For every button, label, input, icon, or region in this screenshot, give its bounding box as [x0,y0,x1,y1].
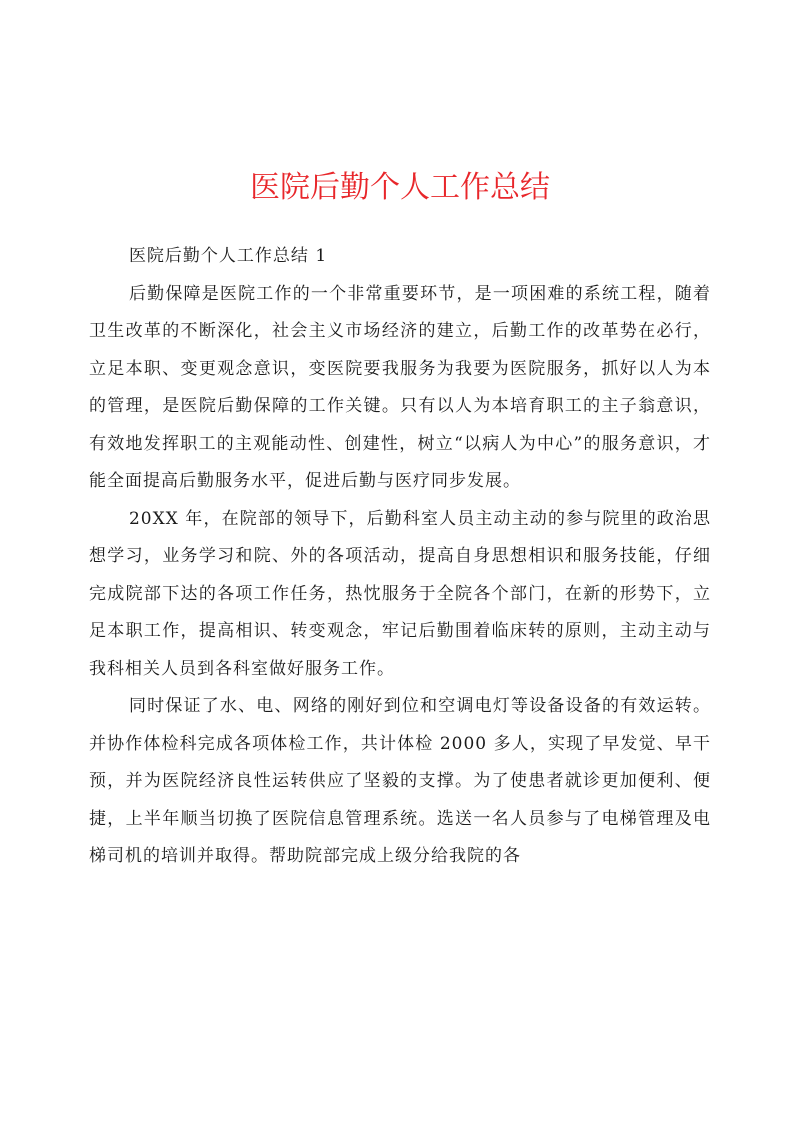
paragraph-1: 后勤保障是医院工作的一个非常重要环节，是一项困难的系统工程，随着卫生改革的不断深化，社会主义市场经济的建立，后勤工作的改革势在必行，立足本职、变更观念意识，变医院要我服务为我要为医院服务，抓好以人为本的管理，是医院后勤保障的工作关键。只有以人为本培育职工的主子翁意识，有效地发挥职工的主观能动性、创建性，树立“以病人为中心”的服务意识，才能全面提高后勤服务水平，促进后勤与医疗同步发展。 [89,283,711,491]
paragraph-2: 20XX 年，在院部的领导下，后勤科室人员主动主动的参与院里的政治思想学习，业务学习和院、外的各项活动，提高自身思想相识和服务技能，仔细完成院部下达的各项工作任务，热忱服务于全院各个部门，在新的形势下，立足本职工作，提高相识、转变观念，牢记后勤围着临床转的原则，主动主动与我科相关人员到各科室做好服务工作。 [89,508,711,679]
document-title: 医院后勤个人工作总结 [250,170,550,205]
section-heading: 医院后勤个人工作总结 1 [128,246,328,266]
paragraph-3: 同时保证了水、电、网络的刚好到位和空调电灯等设备设备的有效运转。并协作体检科完成各项体检工作，共计体检 2000 多人，实现了早发觉、早干预，并为医院经济良性运转供应了坚毅的支撑。为了使患者就诊更加便利、便捷，上半年顺当切换了医院信息管理系统。选送一名人员参与了电梯管理及电梯司机的培训并取得。帮助院部完成上级分给我院的各 [89,696,711,866]
document-body [89,238,711,876]
